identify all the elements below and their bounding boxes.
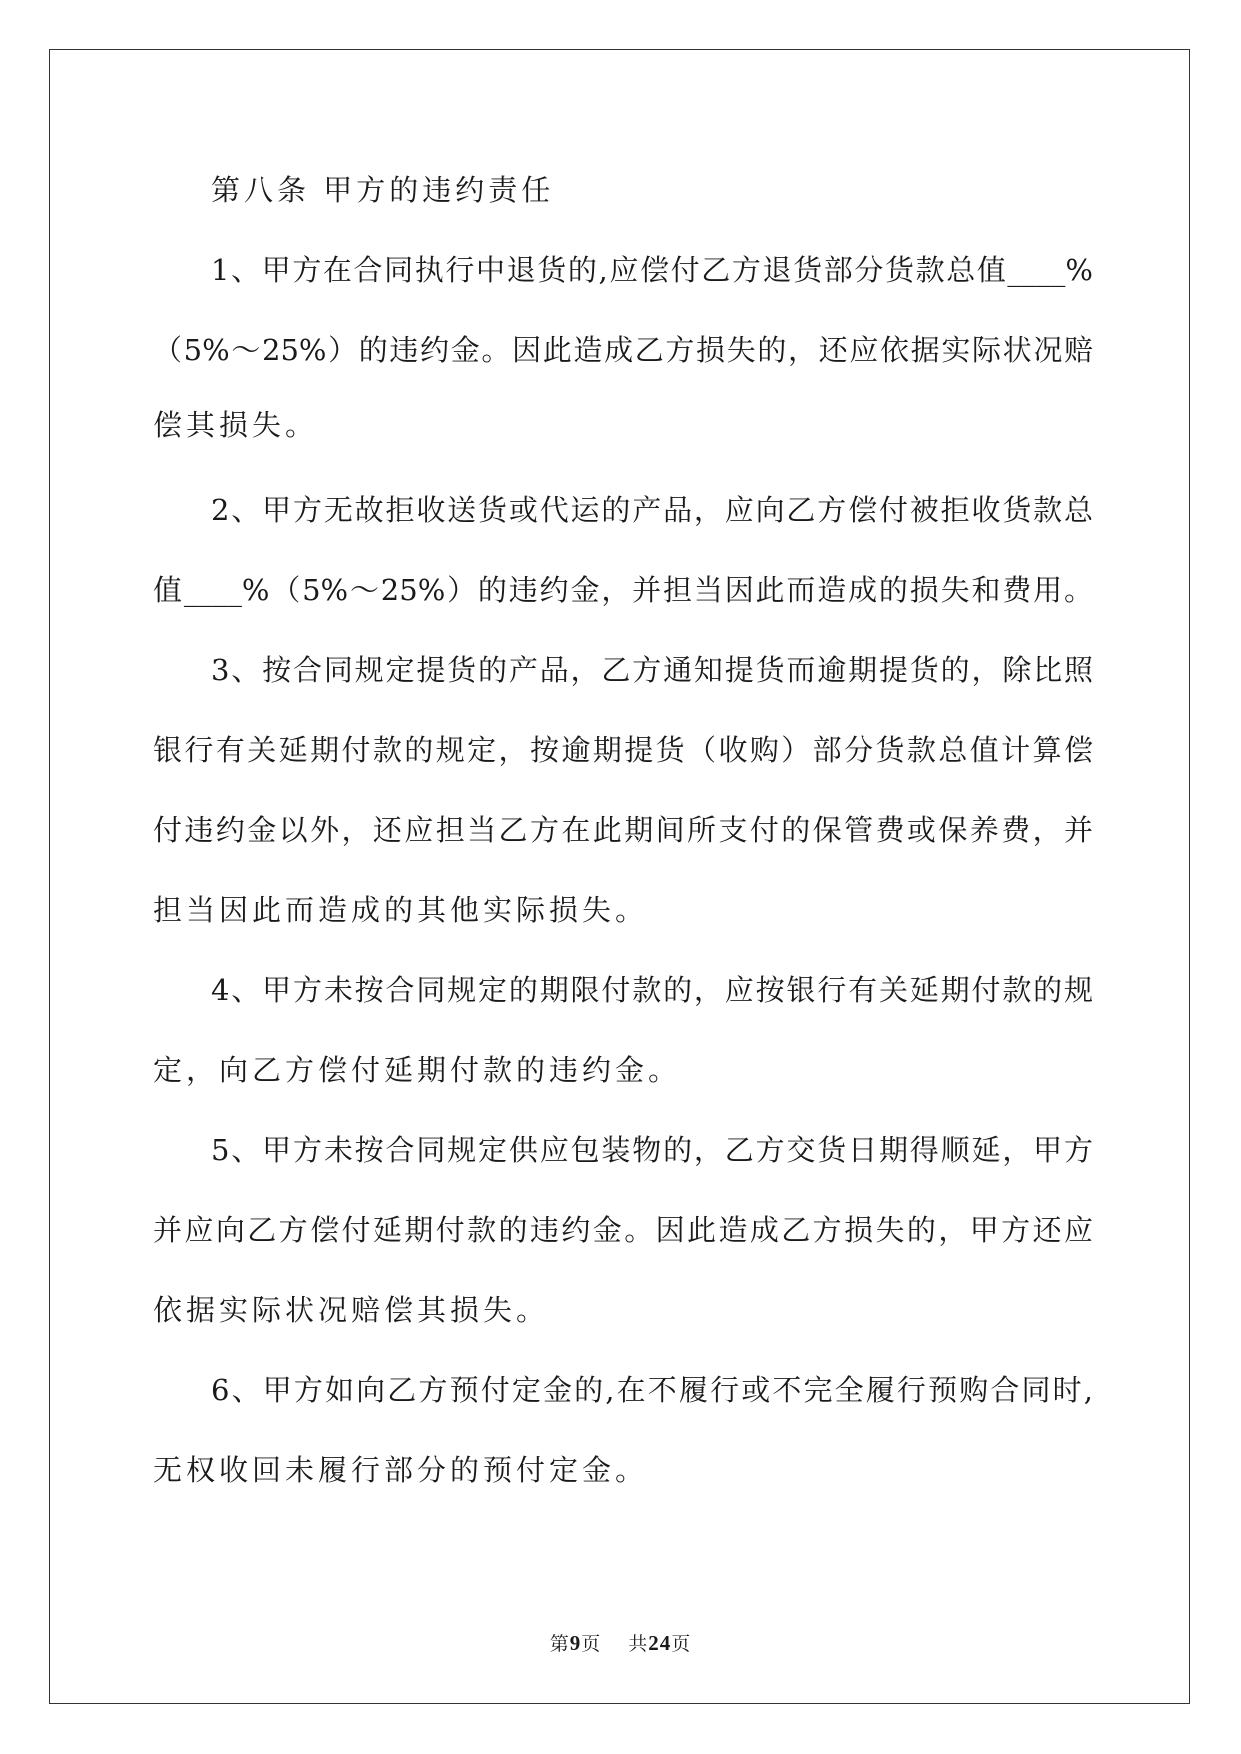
paragraph-line: 依据实际状况赔偿其损失。 xyxy=(153,1293,550,1327)
paragraph-line: 并应向乙方偿付延期付款的违约金。因此造成乙方损失的，甲方还应 xyxy=(153,1213,1093,1247)
paragraph-line: 偿其损失。 xyxy=(153,408,319,442)
total-prefix: 共 xyxy=(628,1633,649,1655)
paragraph-line: 2、甲方无故拒收送货或代运的产品，应向乙方偿付被拒收货款总 xyxy=(211,493,1093,527)
paragraph-line: 银行有关延期付款的规定，按逾期提货（收购）部分货款总值计算偿 xyxy=(153,733,1093,767)
total-suffix: 页 xyxy=(671,1633,692,1655)
paragraph-line: 3、按合同规定提货的产品，乙方通知提货而逾期提货的，除比照 xyxy=(211,653,1093,687)
page-number: 9 xyxy=(569,1631,582,1655)
section-heading: 第八条 甲方的违约责任 xyxy=(211,173,555,207)
paragraph-line: （5%～25%）的违约金。因此造成乙方损失的，还应依据实际状况赔 xyxy=(153,333,1093,367)
paragraph-line: 1、甲方在合同执行中退货的,应偿付乙方退货部分货款总值____% xyxy=(211,253,1093,287)
paragraph-line: 值____%（5%～25%）的违约金，并担当因此而造成的损失和费用。 xyxy=(153,573,1093,607)
paragraph-line: 6、甲方如向乙方预付定金的,在不履行或不完全履行预购合同时, xyxy=(211,1373,1093,1407)
paragraph-line: 定，向乙方偿付延期付款的违约金。 xyxy=(153,1053,682,1087)
page-prefix: 第 xyxy=(549,1633,570,1655)
page-suffix: 页 xyxy=(581,1633,602,1655)
paragraph-line: 付违约金以外，还应担当乙方在此期间所支付的保管费或保养费，并 xyxy=(153,813,1093,847)
total-pages: 24 xyxy=(648,1631,672,1655)
paragraph-line: 5、甲方未按合同规定供应包装物的，乙方交货日期得顺延，甲方 xyxy=(211,1133,1093,1167)
page-footer xyxy=(0,1630,1241,1657)
paragraph-line: 担当因此而造成的其他实际损失。 xyxy=(153,893,649,927)
paragraph-line: 无权收回未履行部分的预付定金。 xyxy=(153,1453,649,1487)
paragraph-line: 4、甲方未按合同规定的期限付款的，应按银行有关延期付款的规 xyxy=(211,973,1093,1007)
